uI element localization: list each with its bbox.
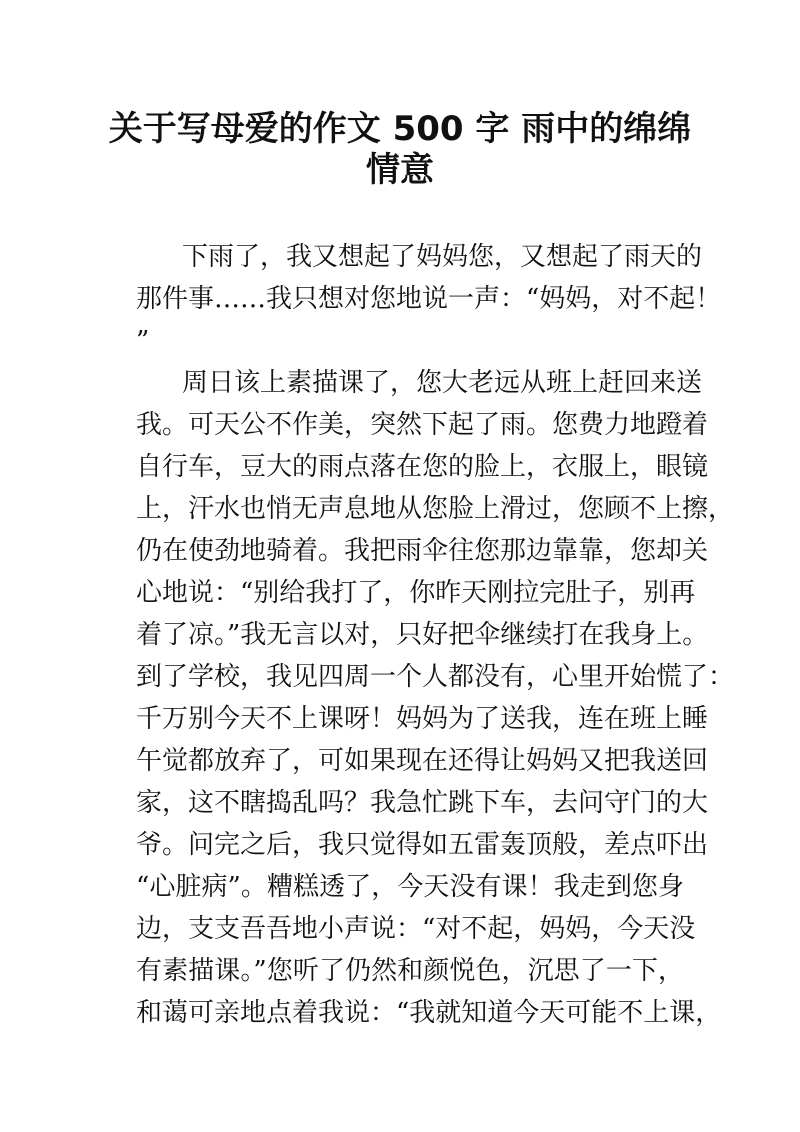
paragraph-2-line-15: 有素描课。”您听了仍然和颜悦色，沉思了一下， bbox=[136, 956, 684, 986]
paragraph-1-line-1: 下雨了，我又想起了妈妈您，又想起了雨天的 bbox=[182, 242, 703, 272]
paragraph-2-line-2: 我。可天公不作美，突然下起了雨。您费力地蹬着 bbox=[136, 410, 709, 440]
paragraph-2-line-4: 上，汗水也悄无声息地从您脸上滑过，您顾不上擦， bbox=[136, 494, 735, 524]
paragraph-2-line-14: 边，支支吾吾地小声说：“对不起，妈妈，今天没 bbox=[136, 914, 696, 944]
page-title-line-1: 关于写母爱的作文 500 字 雨中的绵绵 bbox=[108, 109, 692, 149]
paragraph-2-line-3: 自行车，豆大的雨点落在您的脸上，衣服上，眼镜 bbox=[136, 452, 709, 482]
page-title-line-2: 情意 bbox=[366, 150, 434, 190]
paragraph-2-line-12: 爷。问完之后，我只觉得如五雷轰顶般，差点吓出 bbox=[136, 830, 709, 860]
paragraph-2-line-10: 午觉都放弃了，可如果现在还得让妈妈又把我送回 bbox=[136, 746, 709, 776]
paragraph-1-line-2: 那件事……我只想对您地说一声：“妈妈，对不起！ bbox=[136, 284, 722, 314]
paragraph-2-line-1: 周日该上素描课了，您大老远从班上赶回来送 bbox=[182, 368, 703, 398]
paragraph-1-line-3: ” bbox=[136, 326, 150, 356]
paragraph-2-line-8: 到了学校，我见四周一个人都没有，心里开始慌了： bbox=[136, 662, 735, 692]
paragraph-2-line-11: 家，这不瞎捣乱吗？我急忙跳下车，去问守门的大 bbox=[136, 788, 709, 818]
paragraph-2-line-13: “心脏病”。糟糕透了，今天没有课！我走到您身 bbox=[136, 872, 684, 902]
paragraph-2-line-9: 千万别今天不上课呀！妈妈为了送我，连在班上睡 bbox=[136, 704, 709, 734]
paragraph-2-line-7: 着了凉。”我无言以对，只好把伞继续打在我身上。 bbox=[136, 620, 709, 650]
paragraph-2-line-5: 仍在使劲地骑着。我把雨伞往您那边靠靠，您却关 bbox=[136, 536, 709, 566]
paragraph-2-line-6: 心地说：“别给我打了，你昨天刚拉完肚子，别再 bbox=[136, 578, 696, 608]
paragraph-2-line-16: 和蔼可亲地点着我说：“我就知道今天可能不上课， bbox=[136, 998, 722, 1028]
